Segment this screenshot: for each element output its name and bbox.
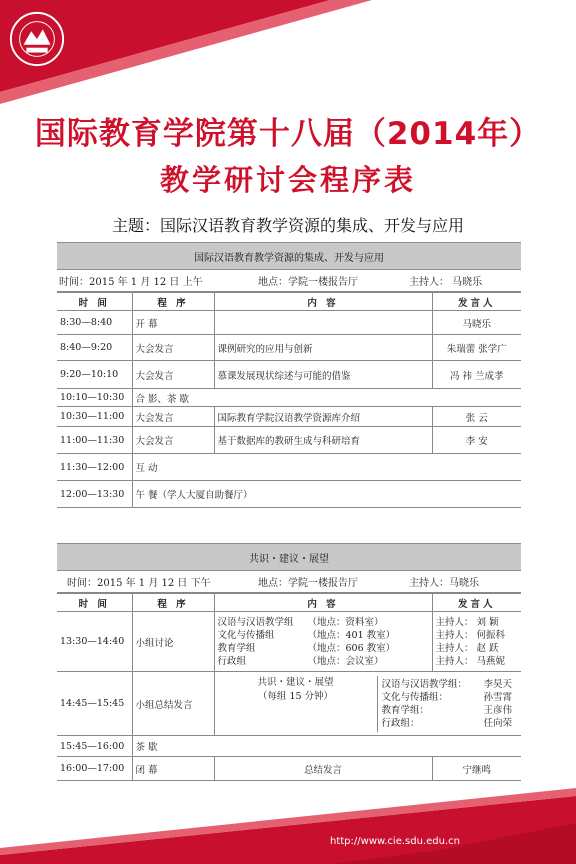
table-row (57, 407, 521, 427)
university-logo (8, 10, 66, 68)
speaker-group: 文化与传播组： (381, 691, 449, 703)
table-row (57, 672, 521, 736)
page-subtitle: 教学研讨会程序表 (159, 163, 416, 197)
discussion-groups (214, 612, 432, 672)
row-time: 8:30—8:40 (57, 311, 132, 335)
row-speaker: 张 云 (432, 407, 521, 427)
morning-place: 地点：学院一楼报告厅 (258, 277, 358, 288)
row-speaker: 李 安 (432, 427, 521, 454)
header-content: 内 容 (214, 594, 432, 612)
row-program: 小组讨论 (132, 612, 214, 672)
summary-content (215, 676, 377, 732)
speaker-group: 汉语与汉语教学组： (381, 678, 468, 690)
theme-line: 主题：国际汉语教育教学资源的集成、开发与应用 (111, 216, 464, 235)
table-row (57, 454, 521, 481)
table-row (57, 736, 521, 757)
speaker-name: 孙雪霄 (483, 691, 513, 703)
group-place: （地点：资料室） (307, 616, 384, 628)
page-title: 国际教育学院第十八届（2014年） (34, 116, 542, 152)
row-content (214, 311, 432, 335)
footer-url[interactable]: http://www.cie.sdu.edu.cn (330, 836, 460, 847)
row-time: 9:20—10:10 (57, 361, 132, 389)
row-time: 15:45—16:00 (57, 736, 132, 757)
morning-time: 时间：2015 年 1 月 12 日 上午 (59, 277, 203, 288)
morning-band-title: 国际汉语教育教学资源的集成、开发与应用 (57, 242, 521, 270)
table-row (57, 389, 521, 407)
group-host: 主持人： 马燕妮 (435, 655, 506, 667)
header-content: 内 容 (214, 293, 432, 311)
header-time: 时 间 (57, 293, 132, 311)
row-program: 大会发言 (132, 407, 214, 427)
row-time: 8:40—9:20 (57, 335, 132, 361)
speaker-name: 王彦伟 (483, 704, 513, 716)
row-time: 12:00—13:30 (57, 481, 132, 508)
group-place: （地点：401 教室） (307, 629, 396, 641)
speaker-group: 行政组： (381, 717, 420, 729)
header-program: 程 序 (132, 293, 214, 311)
group-name: 文化与传播组 (217, 629, 275, 641)
morning-meta (57, 270, 521, 292)
row-program: 茶 歇 (132, 736, 521, 757)
discussion-hosts (432, 612, 521, 672)
afternoon-schedule-table (57, 593, 521, 781)
table-row (57, 427, 521, 454)
group-place: （地点：会议室） (307, 655, 384, 667)
afternoon-meta (57, 571, 521, 593)
morning-host: 主持人： 马晓乐 (409, 277, 483, 288)
row-time: 14:45—15:45 (57, 672, 132, 736)
afternoon-session (57, 543, 521, 781)
row-program: 合 影、茶 歇 (132, 389, 521, 407)
row-time: 11:30—12:00 (57, 454, 132, 481)
row-time: 10:10—10:30 (57, 389, 132, 407)
row-program: 大会发言 (132, 335, 214, 361)
group-host: 主持人： 何振科 (435, 629, 506, 641)
row-speaker: 冯 祎 兰成孝 (432, 361, 521, 389)
table-row (57, 311, 521, 335)
summary-speakers (377, 676, 522, 732)
row-time: 16:00—17:00 (57, 757, 132, 781)
row-time: 10:30—11:00 (57, 407, 132, 427)
row-content: 国际教育学院汉语教学资源库介绍 (214, 407, 432, 427)
row-program: 开 幕 (132, 311, 214, 335)
group-name: 汉语与汉语教学组 (217, 616, 294, 628)
speaker-name: 任向荣 (483, 717, 513, 729)
row-speaker: 马晓乐 (432, 311, 521, 335)
row-time: 11:00—11:30 (57, 427, 132, 454)
row-program: 小组总结发言 (132, 672, 214, 736)
group-name: 行政组 (217, 655, 247, 667)
row-program: 午 餐（学人大厦自助餐厅） (132, 481, 521, 508)
row-program: 大会发言 (132, 427, 214, 454)
table-row (57, 612, 521, 672)
table-row (57, 335, 521, 361)
row-time: 13:30—14:40 (57, 612, 132, 672)
speaker-group: 教育学组： (381, 704, 430, 716)
group-host: 主持人： 赵 跃 (435, 642, 499, 654)
table-row (57, 361, 521, 389)
row-content: 慕课发展现状综述与可能的借鉴 (214, 361, 432, 389)
summary-content-line: 共识・建议・展望 (257, 676, 334, 688)
header-speaker: 发言人 (432, 293, 521, 311)
header-program: 程 序 (132, 594, 214, 612)
table-row (57, 757, 521, 781)
table-row (57, 481, 521, 508)
summary-cell (214, 672, 521, 736)
header-time: 时 间 (57, 594, 132, 612)
speaker-name: 李昊天 (483, 678, 513, 690)
group-host: 主持人： 刘 颖 (435, 616, 499, 628)
row-content: 课例研究的应用与创新 (214, 335, 432, 361)
afternoon-time: 时间：2015 年 1 月 12 日 下午 (67, 578, 211, 589)
morning-schedule-table (57, 292, 521, 508)
row-speaker: 朱瑞蕾 张学广 (432, 335, 521, 361)
row-speaker: 宁继鸣 (432, 757, 521, 781)
header-speaker: 发言人 (432, 594, 521, 612)
summary-content-line: （每组 15 分钟） (257, 690, 334, 702)
afternoon-host: 主持人：马晓乐 (409, 578, 479, 589)
row-content: 基于数据库的教研生成与科研培育 (214, 427, 432, 454)
row-content: 总结发言 (214, 757, 432, 781)
group-name: 教育学组 (217, 642, 256, 654)
row-program: 互 动 (132, 454, 521, 481)
afternoon-place: 地点：学院一楼报告厅 (258, 578, 358, 589)
group-place: （地点：606 教室） (307, 642, 396, 654)
morning-session (57, 242, 521, 508)
row-program: 大会发言 (132, 361, 214, 389)
afternoon-band-title: 共识・建议・展望 (57, 543, 521, 571)
row-program: 闭 幕 (132, 757, 214, 781)
